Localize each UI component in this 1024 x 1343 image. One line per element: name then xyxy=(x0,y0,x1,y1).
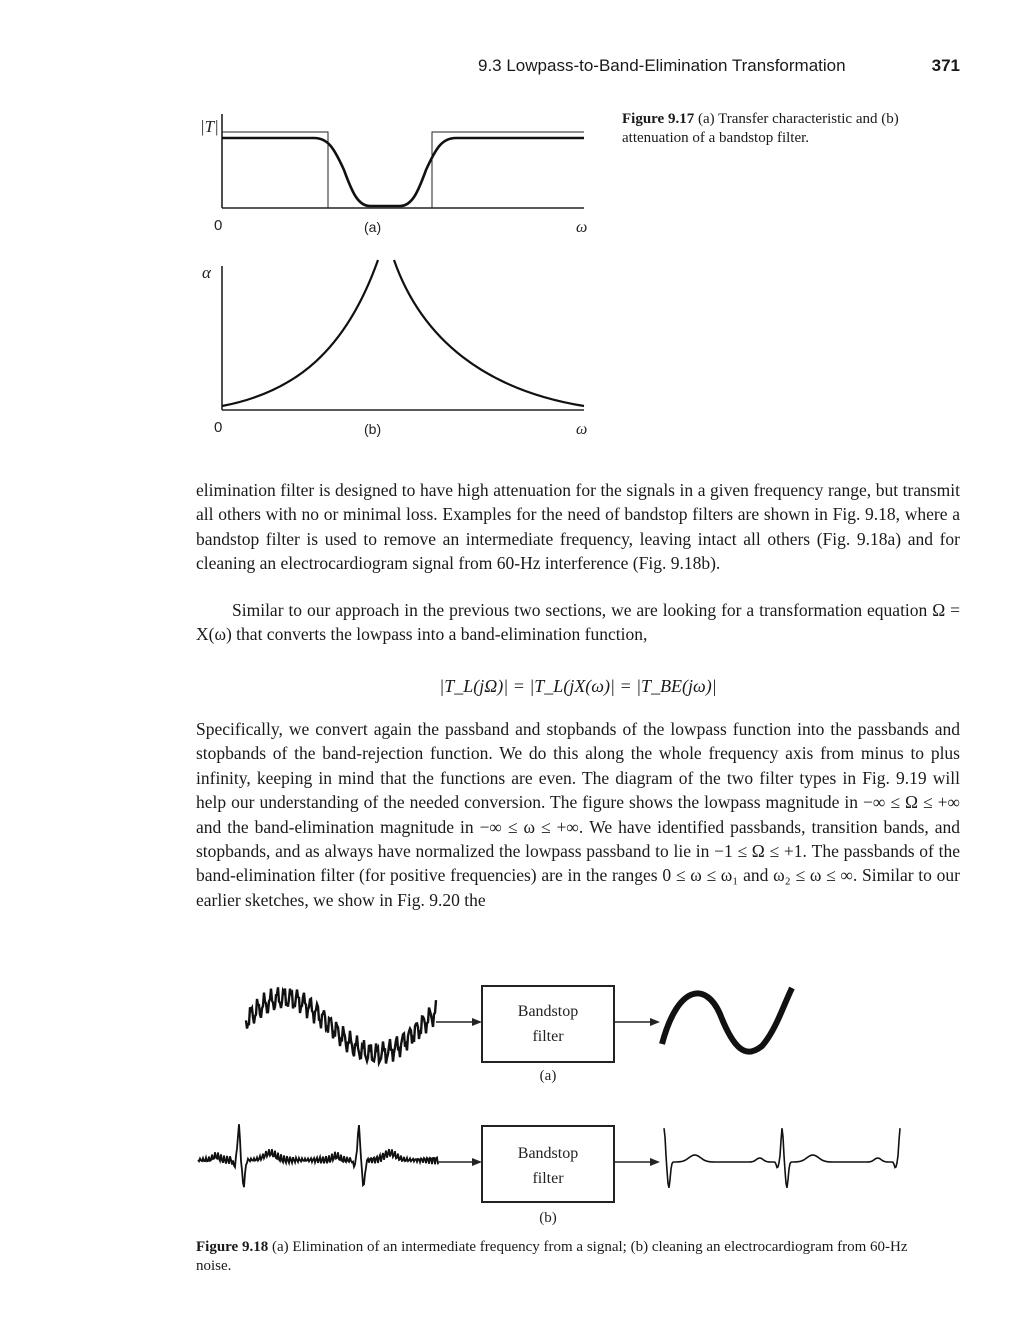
top-plot-ideal-left xyxy=(222,132,328,208)
arrow-a-in-head xyxy=(472,1018,482,1026)
figure-9-17-plots xyxy=(186,100,606,460)
top-plot-xlabel: ω xyxy=(576,219,588,236)
figure-9-18-caption-label: Figure 9.18 xyxy=(196,1239,269,1255)
figure-9-18-sublabel-a: (a) xyxy=(539,1068,557,1084)
figure-9-18-caption xyxy=(196,1238,916,1276)
top-plot-origin: 0 xyxy=(214,217,223,234)
bandstop-filter-block-a xyxy=(482,986,614,1062)
block-a-line2: filter xyxy=(532,1028,564,1045)
clean-output-sine xyxy=(662,988,792,1052)
paragraph-1: elimination filter is designed to have high attenuation for the signals in a given frequency range, but transmit all others with no or minimal loss. Examples for the need of bandstop filters are shown in Fig. 9.18, where a bandstop filter is used to remove an intermediate frequency, leaving intact all others (Fig. 9.18a) and for cleaning an electrocardiogram signal from 60-Hz interference (Fig. 9.18b). xyxy=(196,480,960,574)
figure-9-18-caption-text: (a) Elimination of an intermediate frequency from a signal; (b) cleaning an electrocardiogram from 60-Hz noise. xyxy=(196,1239,908,1274)
top-plot-ylabel: |T| xyxy=(200,117,219,136)
page-number: 371 xyxy=(931,56,960,75)
figure-9-17-caption-label: Figure 9.17 xyxy=(622,111,695,127)
bottom-plot-xlabel: ω xyxy=(576,421,588,438)
arrow-b-in-head xyxy=(472,1158,482,1166)
noisy-input-signal xyxy=(246,987,436,1063)
block-b-line2: filter xyxy=(532,1170,564,1187)
figure-9-18-diagram xyxy=(186,964,916,1234)
arrow-b-out-head xyxy=(650,1158,660,1166)
arrow-a-out-head xyxy=(650,1018,660,1026)
figure-9-18-sublabel-b: (b) xyxy=(539,1210,557,1226)
block-b-line1: Bandstop xyxy=(517,1145,579,1162)
figure-9-17-caption xyxy=(622,110,962,148)
bottom-plot-origin: 0 xyxy=(214,419,223,436)
top-plot-response-curve xyxy=(222,138,584,206)
bandstop-filter-block-b xyxy=(482,1126,614,1202)
section-title: 9.3 Lowpass-to-Band-Elimination Transformation xyxy=(478,56,846,75)
figure-9-17 xyxy=(186,100,606,460)
bottom-plot-left-branch xyxy=(222,260,378,406)
figure-9-17-caption-text: (a) Transfer characteristic and (b) attenuation of a bandstop filter. xyxy=(622,111,899,146)
figure-9-18 xyxy=(186,964,916,1234)
equation: |T_L(jΩ)| = |T_L(jX(ω)| = |T_BE(jω)| xyxy=(439,676,717,696)
paragraph-3: Specifically, we convert again the passband and stopbands of the lowpass function into the passbands and stopbands of the band-rejection function. We do this along the whole frequency axis from minus to plus infinity, keeping in mind that the functions are even. The diagram of the two filter types in Fig. 9.19 will help our understanding of the needed conversion. The figure shows the lowpass magnitude in −∞ ≤ Ω ≤ +∞ and the band-elimination magnitude in −∞ ≤ ω ≤ +∞. We have identified passbands, transition bands, and stopbands, and as always have normalized the lowpass passband to lie in −1 ≤ Ω ≤ +1. The passbands of the band-elimination filter (for positive frequencies) are in the ranges 0 ≤ ω ≤ ω₁ and ω₂ ≤ ω ≤ ∞. Similar to our earlier sketches, we show in Fig. 9.20 the xyxy=(196,719,960,910)
running-header xyxy=(478,56,966,84)
block-a-line1: Bandstop xyxy=(517,1003,579,1020)
top-plot-ideal-right xyxy=(432,132,584,208)
clean-ecg-output xyxy=(664,1128,900,1188)
bottom-plot-right-branch xyxy=(394,260,584,406)
bottom-plot-ylabel: α xyxy=(202,263,211,282)
paragraph-2: Similar to our approach in the previous two sections, we are looking for a transformation equation Ω = X(ω) that converts the lowpass into a band-elimination function, xyxy=(196,600,960,645)
top-plot-sublabel: (a) xyxy=(364,219,382,235)
bottom-plot-sublabel: (b) xyxy=(364,421,382,437)
noisy-ecg-input xyxy=(198,1124,438,1187)
